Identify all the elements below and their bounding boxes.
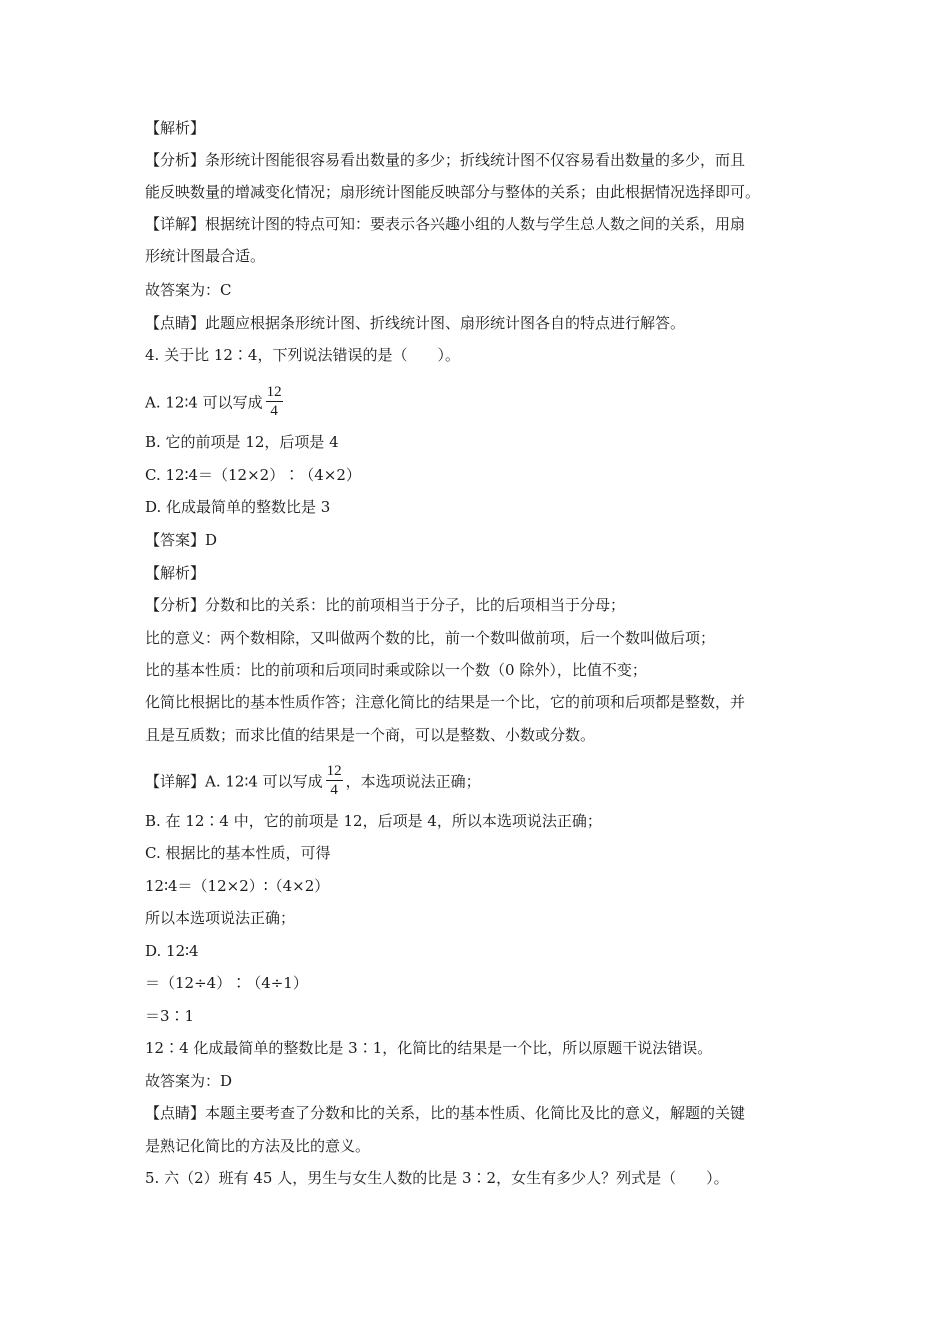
q4-jiexi-heading: 【解析】 bbox=[145, 564, 206, 582]
q4-stem: 4. 关于比 12∶4，下列说法错误的是（ ）。 bbox=[145, 346, 460, 364]
q4-conclusion: 故答案为：D bbox=[145, 1072, 233, 1090]
q4-detail-d: D. 12∶4 bbox=[145, 942, 199, 960]
q4-analysis-line-2: 比的意义：两个数相除，又叫做两个数的比，前一个数叫做前项，后一个数叫做后项； bbox=[145, 629, 716, 647]
q4-detail-d-conclusion: 12∶4 化成最简单的整数比是 3∶1，化简比的结果是一个比，所以原题干说法错误。 bbox=[145, 1039, 713, 1057]
q4-detail-c: C. 根据比的基本性质，可得 bbox=[145, 844, 331, 862]
q3-jiexi-heading: 【解析】 bbox=[145, 119, 206, 137]
q4-detail-d-step-1: ＝（12÷4）∶（4÷1） bbox=[145, 974, 308, 992]
q4-remark-line-1: 【点睛】本题主要考查了分数和比的关系，比的基本性质、化简比及比的意义，解题的关键 bbox=[145, 1104, 746, 1122]
fraction-numerator: 12 bbox=[326, 763, 342, 779]
q3-detail-line-2: 形统计图最合适。 bbox=[145, 247, 266, 265]
fraction-12-over-4 bbox=[266, 384, 283, 419]
q4-detail-a bbox=[145, 765, 825, 800]
q4-option-b: B. 它的前项是 12，后项是 4 bbox=[145, 433, 339, 451]
fraction-12-over-4 bbox=[326, 763, 343, 798]
fraction-numerator: 12 bbox=[266, 384, 282, 400]
q4-detail-c-equation: 12∶4＝（12×2）∶（4×2） bbox=[145, 877, 330, 895]
q3-analysis-line-2: 能反映数量的增减变化情况；扇形统计图能反映部分与整体的关系；由此根据情况选择即可。 bbox=[145, 183, 761, 201]
q3-remark: 【点睛】此题应根据条形统计图、折线统计图、扇形统计图各自的特点进行解答。 bbox=[145, 314, 686, 332]
q4-option-d: D. 化成最简单的整数比是 3 bbox=[145, 498, 331, 516]
q4-detail-a-suffix: ，本选项说法正确； bbox=[345, 772, 481, 791]
q4-remark-line-2: 是熟记化简比的方法及比的意义。 bbox=[145, 1137, 371, 1155]
q4-detail-b: B. 在 12∶4 中，它的前项是 12，后项是 4，所以本选项说法正确； bbox=[145, 812, 602, 830]
q4-detail-c-conclusion: 所以本选项说法正确； bbox=[145, 909, 296, 927]
q4-detail-d-step-2: ＝3∶1 bbox=[145, 1007, 195, 1025]
q4-option-a-text: A. 12∶4 可以写成 bbox=[145, 393, 263, 412]
q5-stem: 5. 六（2）班有 45 人，男生与女生人数的比是 3∶2，女生有多少人？列式是（ ）。 bbox=[145, 1169, 729, 1187]
q3-analysis-line-1: 【分析】条形统计图能很容易看出数量的多少；折线统计图不仅容易看出数量的多少，而且 bbox=[145, 151, 746, 169]
q3-detail-line-1: 【详解】根据统计图的特点可知：要表示各兴趣小组的人数与学生总人数之间的关系，用扇 bbox=[145, 215, 746, 233]
q4-detail-a-prefix: 【详解】A. 12∶4 可以写成 bbox=[145, 772, 323, 791]
q4-analysis-line-5: 且是互质数；而求比值的结果是一个商，可以是整数、小数或分数。 bbox=[145, 726, 596, 744]
fraction-denominator: 4 bbox=[330, 782, 338, 798]
q4-analysis-line-1: 【分析】分数和比的关系：比的前项相当于分子，比的后项相当于分母； bbox=[145, 596, 626, 614]
q4-analysis-line-4: 化简比根据比的基本性质作答；注意化简比的结果是一个比，它的前项和后项都是整数，并 bbox=[145, 693, 746, 711]
q4-option-c: C. 12∶4＝（12×2）∶（4×2） bbox=[145, 466, 361, 484]
q4-answer: 【答案】D bbox=[145, 531, 218, 549]
q4-analysis-line-3: 比的基本性质：比的前项和后项同时乘或除以一个数（0 除外），比值不变； bbox=[145, 661, 647, 679]
fraction-denominator: 4 bbox=[270, 403, 278, 419]
q4-option-a bbox=[145, 386, 825, 421]
q3-conclusion: 故答案为：C bbox=[145, 281, 232, 299]
